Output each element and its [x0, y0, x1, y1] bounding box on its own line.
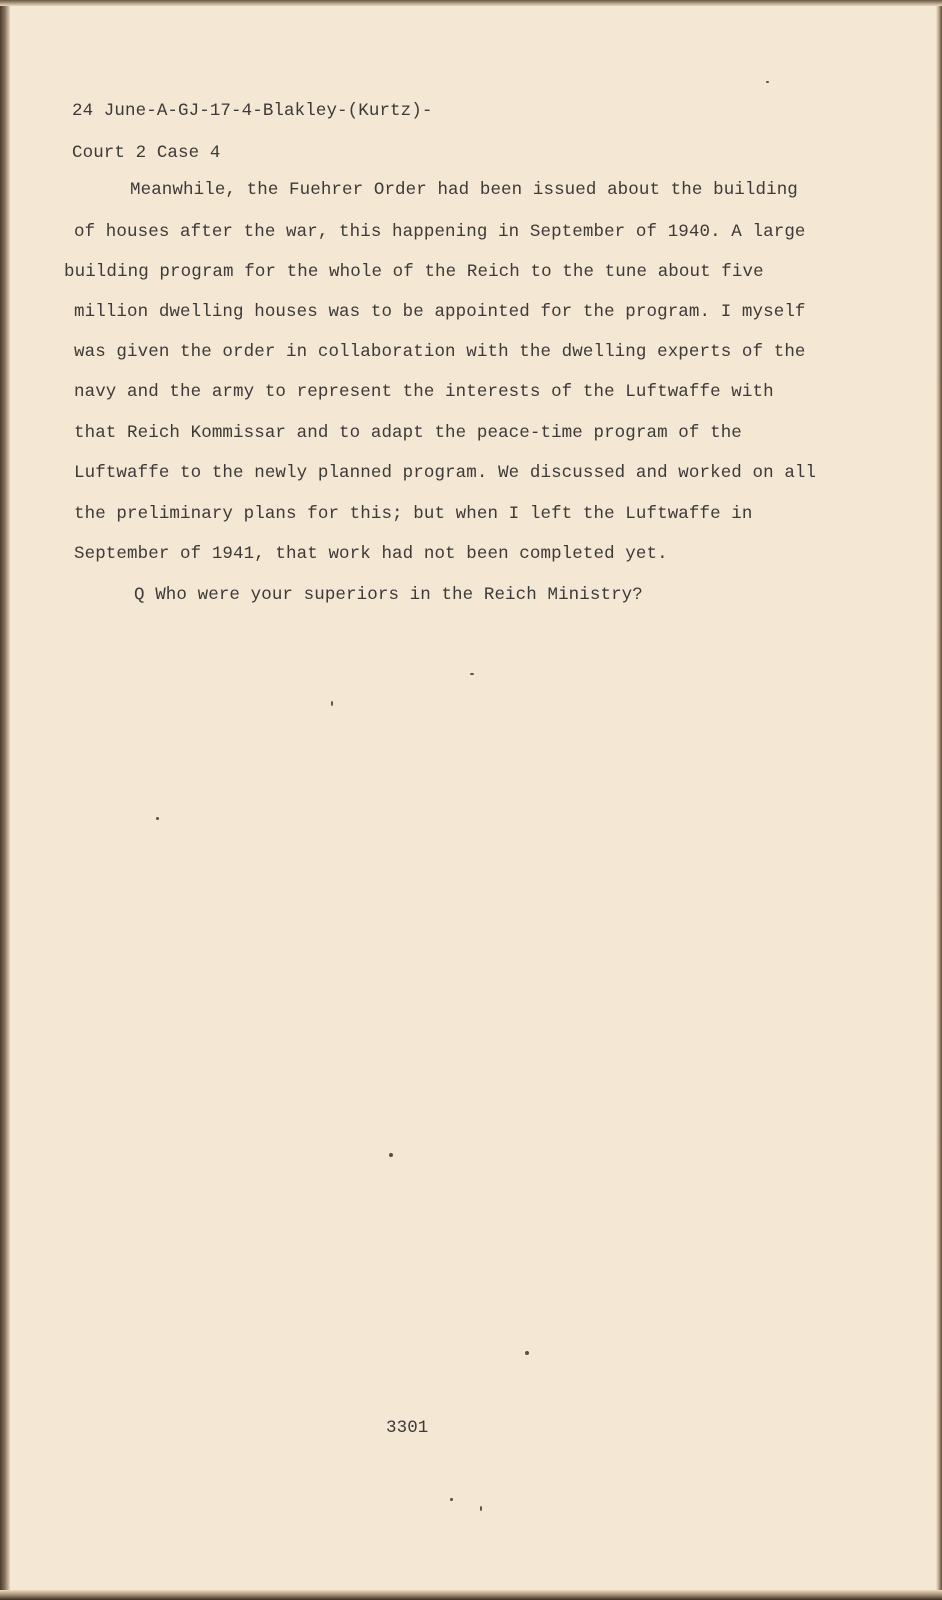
question-line: Q Who were your superiors in the Reich Ministry? [134, 585, 643, 605]
page-edge-top [0, 0, 942, 6]
body-line: navy and the army to represent the interests of the Luftwaffe with [74, 382, 774, 402]
body-line: Meanwhile, the Fuehrer Order had been issued about the building [130, 180, 798, 200]
page-edge-right [936, 0, 942, 1600]
body-line: of houses after the war, this happening in September of 1940. A large [74, 222, 806, 242]
body-line: Luftwaffe to the newly planned program. We discussed and worked on all [74, 463, 817, 483]
header-reference-line: 24 June-A-GJ-17-4-Blakley-(Kurtz)- [72, 101, 433, 121]
body-line: million dwelling houses was to be appointed for the program. I myself [74, 302, 806, 322]
page-edge-left [0, 0, 10, 1600]
page-edge-bottom [0, 1590, 942, 1600]
header-court-case-line: Court 2 Case 4 [72, 143, 221, 163]
paper-speck [470, 673, 474, 675]
paper-speck [331, 701, 333, 706]
body-line: the preliminary plans for this; but when I left the Luftwaffe in [74, 504, 753, 524]
body-line: September of 1941, that work had not been completed yet. [74, 544, 668, 564]
page-number: 3301 [386, 1418, 429, 1438]
body-line: was given the order in collaboration with the dwelling experts of the [74, 342, 806, 362]
paper-speck [156, 817, 159, 820]
paper-speck [389, 1153, 393, 1157]
body-line: building program for the whole of the Reich to the tune about five [64, 262, 764, 282]
paper-speck [525, 1351, 529, 1355]
paper-speck [766, 81, 769, 83]
paper-speck [450, 1498, 453, 1501]
body-line: that Reich Kommissar and to adapt the peace-time program of the [74, 423, 742, 443]
paper-speck [480, 1506, 482, 1511]
